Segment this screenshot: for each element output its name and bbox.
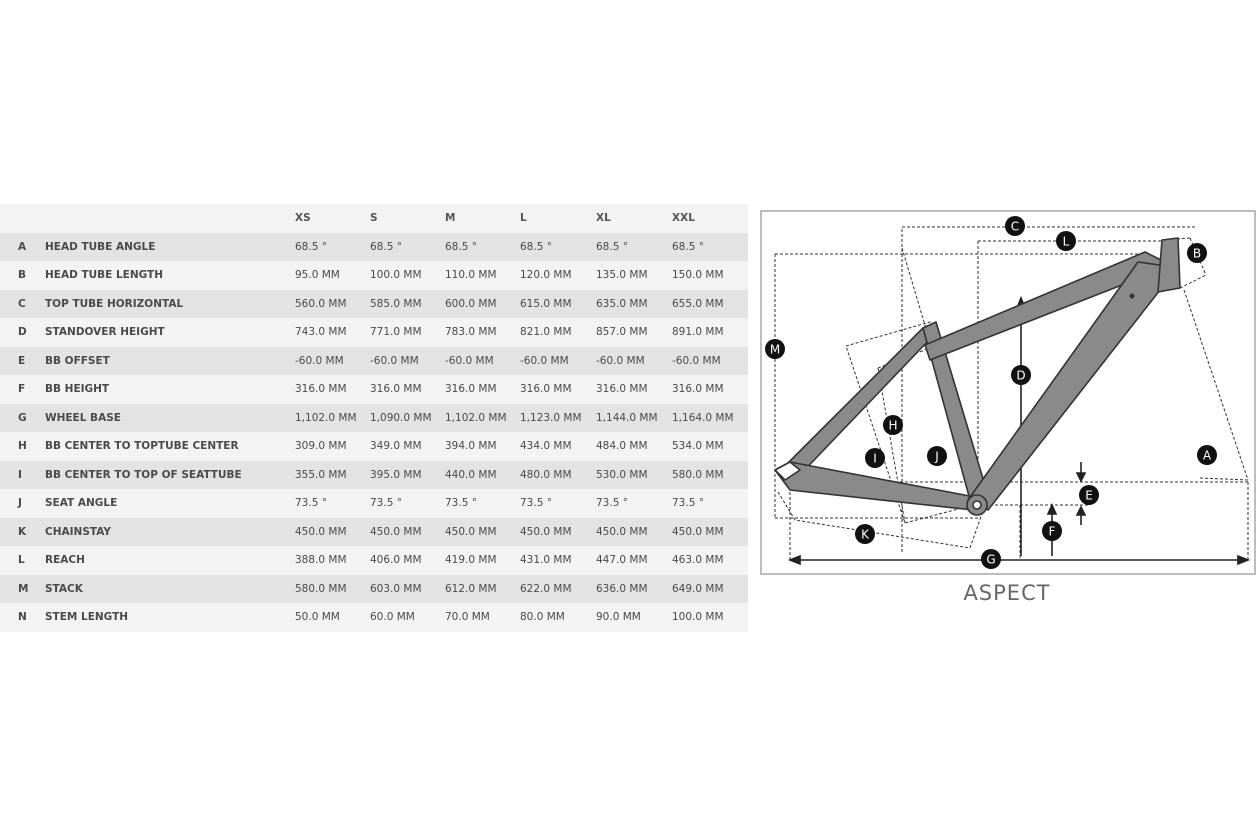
row-value: 743.0 MM <box>295 318 370 347</box>
row-value: 530.0 MM <box>596 461 672 490</box>
marker-c <box>1005 216 1025 236</box>
row-value: 73.5 ° <box>295 489 370 518</box>
row-value: 90.0 MM <box>596 603 672 632</box>
row-value: 68.5 ° <box>596 233 672 262</box>
table-row <box>0 290 748 319</box>
table-row <box>0 375 748 404</box>
table-row <box>0 546 748 575</box>
row-letter: A <box>0 233 45 262</box>
row-value: 73.5 ° <box>596 489 672 518</box>
row-value: 821.0 MM <box>520 318 596 347</box>
row-measurement-name: TOP TUBE HORIZONTAL <box>45 290 295 319</box>
marker-m <box>765 339 785 359</box>
row-value: 316.0 MM <box>445 375 520 404</box>
geometry-table <box>0 204 748 632</box>
row-value: 857.0 MM <box>596 318 672 347</box>
column-header: XXL <box>672 212 695 225</box>
row-letter: K <box>0 518 45 547</box>
table-row <box>0 603 748 632</box>
row-measurement-name: BB CENTER TO TOP OF SEATTUBE <box>45 461 295 490</box>
row-value: 60.0 MM <box>370 603 445 632</box>
svg-text:G: G <box>986 552 996 567</box>
row-letter: F <box>0 375 45 404</box>
row-measurement-name: BB CENTER TO TOPTUBE CENTER <box>45 432 295 461</box>
row-value: 73.5 ° <box>445 489 520 518</box>
table-header-row <box>0 204 748 233</box>
bb-offset-bottom-head <box>1077 507 1085 515</box>
row-value: 309.0 MM <box>295 432 370 461</box>
frame-geometry-diagram <box>760 210 1256 575</box>
row-value: 636.0 MM <box>596 575 672 604</box>
row-measurement-name: HEAD TUBE ANGLE <box>45 233 295 262</box>
row-value: 1,102.0 MM <box>295 404 370 433</box>
row-value: 560.0 MM <box>295 290 370 319</box>
row-value: 1,102.0 MM <box>445 404 520 433</box>
row-value: 68.5 ° <box>295 233 370 262</box>
row-value: 395.0 MM <box>370 461 445 490</box>
row-value: 100.0 MM <box>672 603 748 632</box>
row-value: 440.0 MM <box>445 461 520 490</box>
row-value: 68.5 ° <box>520 233 596 262</box>
row-letter: N <box>0 603 45 632</box>
svg-text:J: J <box>935 449 939 464</box>
row-measurement-name: REACH <box>45 546 295 575</box>
table-row <box>0 575 748 604</box>
row-value: 120.0 MM <box>520 261 596 290</box>
row-value: 70.0 MM <box>445 603 520 632</box>
svg-text:H: H <box>888 418 898 433</box>
marker-f <box>1042 521 1062 541</box>
bottle-boss <box>1130 294 1135 299</box>
bike-frame-drawing <box>762 212 1254 573</box>
row-measurement-name: WHEEL BASE <box>45 404 295 433</box>
row-value: 316.0 MM <box>596 375 672 404</box>
row-value: 1,164.0 MM <box>672 404 748 433</box>
row-letter: L <box>0 546 45 575</box>
marker-l <box>1056 231 1076 251</box>
seatstay <box>785 328 929 480</box>
table-row <box>0 461 748 490</box>
row-value: 73.5 ° <box>520 489 596 518</box>
header-name-cell <box>45 204 295 233</box>
wheelbase-arrow-left-head <box>790 556 800 564</box>
row-value: -60.0 MM <box>370 347 445 376</box>
row-value: -60.0 MM <box>596 347 672 376</box>
svg-text:I: I <box>873 451 877 466</box>
row-value: 316.0 MM <box>370 375 445 404</box>
row-letter: I <box>0 461 45 490</box>
row-measurement-name: BB HEIGHT <box>45 375 295 404</box>
svg-text:E: E <box>1085 488 1093 503</box>
row-value: 80.0 MM <box>520 603 596 632</box>
row-letter: M <box>0 575 45 604</box>
row-letter: C <box>0 290 45 319</box>
row-value: 349.0 MM <box>370 432 445 461</box>
row-value: 463.0 MM <box>672 546 748 575</box>
row-value: 68.5 ° <box>445 233 520 262</box>
table-row <box>0 261 748 290</box>
row-value: 655.0 MM <box>672 290 748 319</box>
row-measurement-name: STACK <box>45 575 295 604</box>
svg-text:D: D <box>1016 368 1026 383</box>
row-value: -60.0 MM <box>295 347 370 376</box>
row-value: 1,144.0 MM <box>596 404 672 433</box>
marker-h <box>883 415 903 435</box>
row-value: 600.0 MM <box>445 290 520 319</box>
row-value: 68.5 ° <box>672 233 748 262</box>
svg-text:K: K <box>861 527 869 542</box>
row-value: 434.0 MM <box>520 432 596 461</box>
row-value: 603.0 MM <box>370 575 445 604</box>
row-value: 1,090.0 MM <box>370 404 445 433</box>
marker-j <box>927 446 947 466</box>
row-measurement-name: SEAT ANGLE <box>45 489 295 518</box>
row-value: 615.0 MM <box>520 290 596 319</box>
column-header: M <box>445 212 456 225</box>
row-value: 450.0 MM <box>520 518 596 547</box>
row-value: 1,123.0 MM <box>520 404 596 433</box>
row-letter: E <box>0 347 45 376</box>
row-value: 419.0 MM <box>445 546 520 575</box>
row-letter: H <box>0 432 45 461</box>
table-row <box>0 489 748 518</box>
row-value: 68.5 ° <box>370 233 445 262</box>
row-value: 450.0 MM <box>672 518 748 547</box>
row-value: 580.0 MM <box>672 461 748 490</box>
row-value: 355.0 MM <box>295 461 370 490</box>
row-value: 585.0 MM <box>370 290 445 319</box>
table-row <box>0 347 748 376</box>
marker-g <box>981 549 1001 569</box>
row-value: -60.0 MM <box>672 347 748 376</box>
row-measurement-name: HEAD TUBE LENGTH <box>45 261 295 290</box>
row-letter: D <box>0 318 45 347</box>
svg-text:A: A <box>1202 448 1212 463</box>
svg-text:F: F <box>1048 524 1056 539</box>
row-letter: J <box>0 489 45 518</box>
bottom-bracket-hole <box>973 501 981 509</box>
marker-d <box>1011 365 1031 385</box>
marker-b <box>1187 243 1207 263</box>
chainstay <box>775 462 975 510</box>
row-measurement-name: STANDOVER HEIGHT <box>45 318 295 347</box>
table-row <box>0 518 748 547</box>
row-value: 484.0 MM <box>596 432 672 461</box>
row-value: 50.0 MM <box>295 603 370 632</box>
row-measurement-name: BB OFFSET <box>45 347 295 376</box>
row-value: 447.0 MM <box>596 546 672 575</box>
row-value: 150.0 MM <box>672 261 748 290</box>
row-value: 580.0 MM <box>295 575 370 604</box>
marker-k <box>855 524 875 544</box>
row-measurement-name: STEM LENGTH <box>45 603 295 632</box>
row-value: 480.0 MM <box>520 461 596 490</box>
head-tube <box>1158 238 1180 292</box>
row-value: 450.0 MM <box>295 518 370 547</box>
row-value: 612.0 MM <box>445 575 520 604</box>
table-row <box>0 432 748 461</box>
row-value: -60.0 MM <box>445 347 520 376</box>
row-value: 649.0 MM <box>672 575 748 604</box>
row-value: 135.0 MM <box>596 261 672 290</box>
bb-offset-top-head <box>1077 473 1085 481</box>
row-value: 316.0 MM <box>520 375 596 404</box>
marker-a <box>1197 445 1217 465</box>
row-letter: B <box>0 261 45 290</box>
row-value: 534.0 MM <box>672 432 748 461</box>
row-value: 316.0 MM <box>295 375 370 404</box>
row-value: 450.0 MM <box>596 518 672 547</box>
head-tube-angle-base <box>1200 478 1248 480</box>
row-value: 100.0 MM <box>370 261 445 290</box>
svg-text:L: L <box>1062 234 1070 249</box>
row-value: 110.0 MM <box>445 261 520 290</box>
table-row <box>0 404 748 433</box>
row-value: 771.0 MM <box>370 318 445 347</box>
row-value: 891.0 MM <box>672 318 748 347</box>
marker-e <box>1079 485 1099 505</box>
row-letter: G <box>0 404 45 433</box>
marker-i <box>865 448 885 468</box>
row-value: 450.0 MM <box>445 518 520 547</box>
model-name: ASPECT <box>963 581 1051 605</box>
header-letter-cell <box>0 204 45 233</box>
row-measurement-name: CHAINSTAY <box>45 518 295 547</box>
bb-height-arrow-head <box>1048 505 1056 514</box>
row-value: 316.0 MM <box>672 375 748 404</box>
svg-text:M: M <box>769 342 781 357</box>
row-value: 73.5 ° <box>672 489 748 518</box>
column-header: XS <box>295 212 311 225</box>
column-header: XL <box>596 212 611 225</box>
row-value: 431.0 MM <box>520 546 596 575</box>
row-value: 394.0 MM <box>445 432 520 461</box>
row-value: 635.0 MM <box>596 290 672 319</box>
row-value: -60.0 MM <box>520 347 596 376</box>
wheelbase-arrow-right-head <box>1238 556 1248 564</box>
table-row <box>0 318 748 347</box>
row-value: 622.0 MM <box>520 575 596 604</box>
row-value: 95.0 MM <box>295 261 370 290</box>
table-row <box>0 233 748 262</box>
column-header: S <box>370 212 378 225</box>
svg-text:B: B <box>1192 246 1202 261</box>
row-value: 388.0 MM <box>295 546 370 575</box>
row-value: 450.0 MM <box>370 518 445 547</box>
row-value: 73.5 ° <box>370 489 445 518</box>
column-header: L <box>520 212 527 225</box>
svg-text:C: C <box>1010 219 1020 234</box>
head-tube-bottom-tick <box>1180 275 1206 288</box>
row-value: 406.0 MM <box>370 546 445 575</box>
row-value: 783.0 MM <box>445 318 520 347</box>
